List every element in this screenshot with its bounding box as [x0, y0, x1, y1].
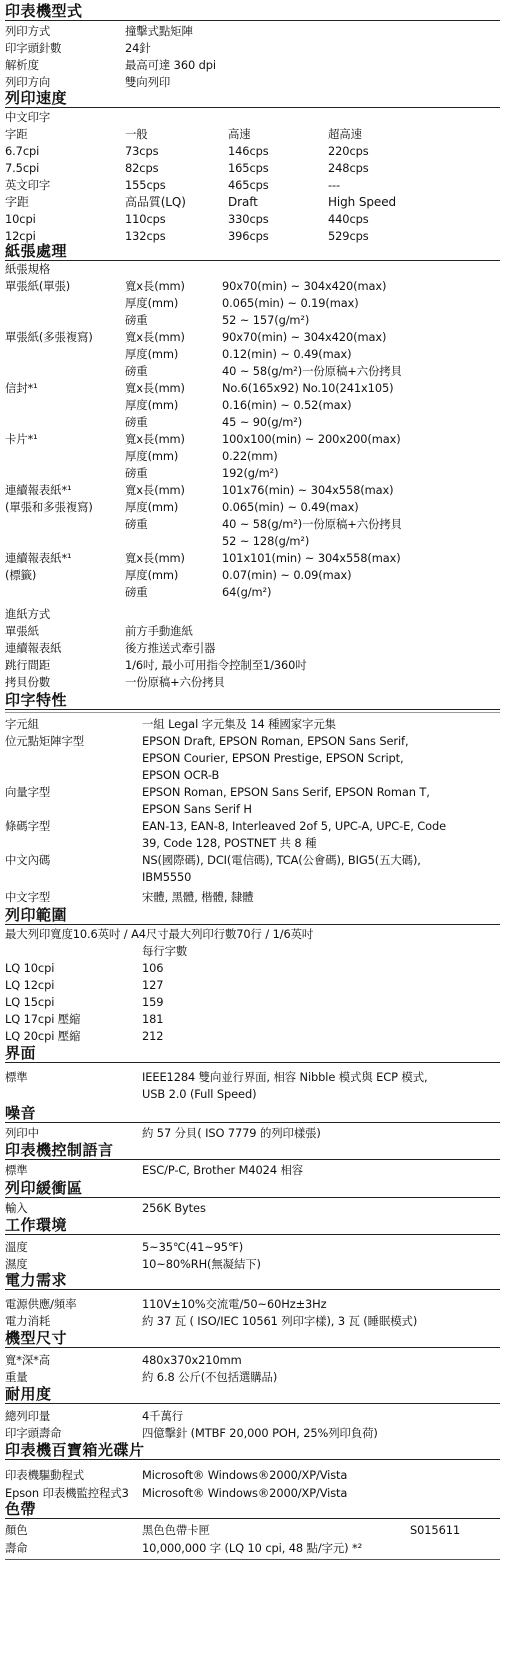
paper-attr-label: 寬x長(mm)	[125, 551, 185, 565]
feed-single-value: 前方手動進紙	[125, 624, 193, 638]
range-row-label: LQ 15cpi	[5, 995, 55, 1009]
paper-attr-label: 磅重	[125, 364, 148, 378]
control-label: 標準	[5, 1163, 28, 1177]
paper-attr-label: 厚度(mm)	[125, 449, 179, 463]
pins-value: 24針	[125, 41, 151, 55]
section-interface: 界面	[5, 1045, 500, 1063]
chinese-font-label: 中文字型	[5, 890, 51, 904]
buffer-value: 256K Bytes	[142, 1201, 206, 1215]
paper-type-sublabel: (單張和多張複寫)	[5, 500, 93, 514]
section-char-features: 印字特性	[5, 692, 500, 710]
chinese-code-value: IBM5550	[142, 870, 192, 884]
bitmap-font-value: EPSON OCR-B	[142, 768, 220, 782]
copies-label: 拷貝份數	[5, 675, 51, 689]
paper-attr-label: 磅重	[125, 466, 148, 480]
chinese-print-title: 中文印字	[5, 110, 51, 124]
paper-type-sublabel: (標籤)	[5, 568, 37, 582]
bitmap-font-value: EPSON Courier, EPSON Prestige, EPSON Script,	[142, 751, 404, 765]
power-supply-label: 電源供應/頻率	[5, 1297, 77, 1311]
noise-label: 列印中	[5, 1126, 39, 1140]
paper-attr-value: 52 ~ 128(g/m²)	[222, 534, 310, 548]
interface-value: IEEE1284 雙向並行界面, 相容 Nibble 模式與 ECP 模式,	[142, 1070, 428, 1084]
speed-cell: 110cps	[125, 212, 166, 226]
print-method-label: 列印方式	[5, 24, 51, 38]
range-row-label: LQ 17cpi 壓縮	[5, 1012, 81, 1026]
paper-attr-value: 40 ~ 58(g/m²)一份原稿+六份拷貝	[222, 517, 402, 531]
paper-type-label: 單張紙(多張複寫)	[5, 330, 93, 344]
speed-cell: 529cps	[328, 229, 369, 243]
range-row-value: 127	[142, 978, 164, 992]
speed-cell: Draft	[228, 195, 258, 209]
buffer-label: 輸入	[5, 1201, 28, 1215]
feed-title: 進紙方式	[5, 607, 51, 621]
speed-cell: 6.7cpi	[5, 144, 40, 158]
temperature-label: 溫度	[5, 1240, 28, 1254]
interface-label: 標準	[5, 1070, 28, 1084]
charset-label: 字元組	[5, 717, 39, 731]
pins-label: 印字頭針數	[5, 41, 62, 55]
barcode-value: 39, Code 128, POSTNET 共 8 種	[142, 836, 317, 850]
humidity-value: 10~80%RH(無凝結下)	[142, 1257, 261, 1271]
section-cd: 印表機百寶箱光碟片	[5, 1442, 500, 1460]
section-print-range: 列印範圍	[5, 907, 500, 925]
size-value: 480x370x210mm	[142, 1353, 242, 1367]
paper-attr-label: 寬x長(mm)	[125, 483, 185, 497]
range-row-label: LQ 12cpi	[5, 978, 55, 992]
paper-attr-label: 寬x長(mm)	[125, 432, 185, 446]
paper-attr-value: 45 ~ 90(g/m²)	[222, 415, 303, 429]
weight-value: 約 6.8 公斤(不包括選購品)	[142, 1370, 278, 1384]
ribbon-color-label: 顏色	[5, 1523, 28, 1537]
speed-cell: High Speed	[328, 195, 397, 209]
temperature-value: 5~35℃(41~95℉)	[142, 1240, 244, 1254]
paper-attr-label: 磅重	[125, 517, 148, 531]
print-method-value: 撞擊式點矩陣	[125, 24, 193, 38]
speed-cell: ---	[328, 178, 341, 192]
resolution-label: 解析度	[5, 58, 39, 72]
speed-cell: 字距	[5, 195, 29, 209]
paper-attr-value: No.6(165x92) No.10(241x105)	[222, 381, 394, 395]
chinese-code-value: NS(國際碼), DCI(電信碼), TCA(公會碼), BIG5(五大碼),	[142, 853, 421, 867]
paper-attr-value: 0.12(min) ~ 0.49(max)	[222, 347, 352, 361]
control-value: ESC/P-C, Brother M4024 相容	[142, 1163, 304, 1177]
range-row-label: LQ 10cpi	[5, 961, 55, 975]
vector-font-value: EPSON Roman, EPSON Sans Serif, EPSON Roman T,	[142, 785, 430, 799]
weight-label: 重量	[5, 1370, 28, 1384]
speed-cell: 12cpi	[5, 229, 36, 243]
paper-type-label: 單張紙(單張)	[5, 279, 71, 293]
feed-cont-label: 連續報表紙	[5, 641, 62, 655]
ribbon-life-value: 10,000,000 字 (LQ 10 cpi, 48 點/字元) *²	[142, 1541, 363, 1555]
speed-cell: 高品質(LQ)	[125, 195, 186, 209]
range-row-value: 212	[142, 1029, 164, 1043]
noise-value: 約 57 分貝( ISO 7779 的列印樣張)	[142, 1126, 321, 1140]
range-row-value: 181	[142, 1012, 164, 1026]
ribbon-color-value: 黑色色帶卡匣	[142, 1523, 210, 1537]
head-life-label: 印字頭壽命	[5, 1426, 62, 1440]
paper-attr-value: 0.065(min) ~ 0.19(max)	[222, 296, 359, 310]
bitmap-font-label: 位元點矩陣字型	[5, 734, 85, 748]
direction-value: 雙向列印	[125, 75, 171, 89]
bitmap-font-value: EPSON Draft, EPSON Roman, EPSON Sans Serif,	[142, 734, 409, 748]
section-paper-handling: 紙張處理	[5, 243, 500, 261]
speed-cell: 132cps	[125, 229, 166, 243]
speed-col-high: 高速	[228, 127, 251, 141]
paper-attr-value: 52 ~ 157(g/m²)	[222, 313, 310, 327]
barcode-value: EAN-13, EAN-8, Interleaved 2of 5, UPC-A, UPC-E, Code	[142, 819, 447, 833]
range-row-value: 159	[142, 995, 164, 1009]
speed-col-super: 超高速	[328, 127, 362, 141]
speed-cell: 155cps	[125, 178, 166, 192]
paper-attr-label: 磅重	[125, 585, 148, 599]
paper-type-label: 信封*¹	[5, 381, 38, 395]
vector-font-value: EPSON Sans Serif H	[142, 802, 252, 816]
paper-attr-value: 100x100(min) ~ 200x200(max)	[222, 432, 401, 446]
barcode-label: 條碼字型	[5, 819, 51, 833]
paper-attr-label: 寬x長(mm)	[125, 330, 185, 344]
head-life-value: 四億擊針 (MTBF 20,000 POH, 25%列印負荷)	[142, 1426, 378, 1440]
speed-cell: 10cpi	[5, 212, 36, 226]
paper-attr-label: 厚度(mm)	[125, 398, 179, 412]
speed-cell: 英文印字	[5, 178, 51, 192]
section-noise: 噪音	[5, 1105, 500, 1123]
chinese-font-value: 宋體, 黑體, 楷體, 隸體	[142, 890, 254, 904]
speed-cell: 146cps	[228, 144, 269, 158]
power-use-label: 電力消耗	[5, 1314, 51, 1328]
paper-attr-label: 厚度(mm)	[125, 500, 179, 514]
ribbon-part-code: S015611	[410, 1523, 461, 1537]
total-print-label: 總列印量	[5, 1409, 51, 1423]
paper-attr-label: 寬x長(mm)	[125, 381, 185, 395]
interface-value: USB 2.0 (Full Speed)	[142, 1087, 257, 1101]
copies-value: 一份原稿+六份拷貝	[125, 675, 225, 689]
speed-cell: 73cps	[125, 144, 159, 158]
section-control-language: 印表機控制語言	[5, 1142, 500, 1160]
paper-attr-label: 寬x長(mm)	[125, 279, 185, 293]
driver-value: Microsoft® Windows®2000/XP/Vista	[142, 1468, 348, 1482]
speed-col-normal: 一般	[125, 127, 148, 141]
paper-attr-label: 厚度(mm)	[125, 296, 179, 310]
range-row-label: LQ 20cpi 壓縮	[5, 1029, 81, 1043]
power-supply-value: 110V±10%交流電/50~60Hz±3Hz	[142, 1297, 327, 1311]
line-spacing-label: 跳行間距	[5, 658, 51, 672]
line-spacing-value: 1/6吋, 最小可用指令控制至1/360吋	[125, 658, 307, 672]
paper-attr-value: 101x76(min) ~ 304x558(max)	[222, 483, 394, 497]
paper-attr-value: 64(g/m²)	[222, 585, 272, 599]
max-width-text: 最大列印寬度10.6英吋 / A4尺寸最大列印行數70行 / 1/6英吋	[5, 927, 314, 941]
feed-single-label: 單張紙	[5, 624, 39, 638]
vector-font-label: 向量字型	[5, 785, 51, 799]
resolution-value: 最高可達 360 dpi	[125, 58, 216, 72]
section-power: 電力需求	[5, 1272, 500, 1290]
speed-cell: 248cps	[328, 161, 369, 175]
paper-attr-label: 厚度(mm)	[125, 347, 179, 361]
size-label: 寬*深*高	[5, 1353, 51, 1367]
paper-attr-value: 0.065(min) ~ 0.49(max)	[222, 500, 359, 514]
power-use-value: 約 37 瓦 ( ISO/IEC 10561 列印字樣), 3 瓦 (睡眠模式)	[142, 1314, 418, 1328]
paper-attr-value: 0.22(mm)	[222, 449, 278, 463]
paper-attr-value: 192(g/m²)	[222, 466, 279, 480]
divider	[5, 712, 500, 713]
section-environment: 工作環境	[5, 1217, 500, 1235]
section-dimensions: 機型尺寸	[5, 1330, 500, 1348]
total-print-value: 4千萬行	[142, 1409, 184, 1423]
section-buffer: 列印緩衝區	[5, 1180, 500, 1198]
section-printer-type: 印表機型式	[5, 3, 500, 21]
bottom-divider	[5, 1559, 500, 1560]
paper-attr-label: 磅重	[125, 313, 148, 327]
section-print-speed: 列印速度	[5, 90, 500, 108]
charset-value: 一組 Legal 字元集及 14 種國家字元集	[142, 717, 336, 731]
monitor-value: Microsoft® Windows®2000/XP/Vista	[142, 1486, 348, 1500]
paper-type-label: 卡片*¹	[5, 432, 38, 446]
paper-attr-label: 厚度(mm)	[125, 568, 179, 582]
speed-cell: 465cps	[228, 178, 269, 192]
range-row-value: 106	[142, 961, 164, 975]
paper-spec-title: 紙張規格	[5, 262, 51, 276]
speed-cell: 7.5cpi	[5, 161, 40, 175]
paper-attr-label: 磅重	[125, 415, 148, 429]
paper-type-label: 連續報表紙*¹	[5, 483, 72, 497]
paper-attr-value: 101x101(min) ~ 304x558(max)	[222, 551, 401, 565]
paper-attr-value: 0.16(min) ~ 0.52(max)	[222, 398, 352, 412]
speed-cell: 82cps	[125, 161, 159, 175]
paper-attr-value: 90x70(min) ~ 304x420(max)	[222, 279, 387, 293]
speed-cell: 330cps	[228, 212, 269, 226]
speed-cell: 440cps	[328, 212, 369, 226]
humidity-label: 濕度	[5, 1257, 28, 1271]
driver-label: 印表機驅動程式	[5, 1468, 85, 1482]
speed-cell: 396cps	[228, 229, 269, 243]
paper-attr-value: 40 ~ 58(g/m²)一份原稿+六份拷貝	[222, 364, 402, 378]
section-durability: 耐用度	[5, 1386, 500, 1404]
paper-type-label: 連續報表紙*¹	[5, 551, 72, 565]
chinese-code-label: 中文內碼	[5, 853, 51, 867]
speed-col-pitch: 字距	[5, 127, 28, 141]
paper-attr-value: 90x70(min) ~ 304x420(max)	[222, 330, 387, 344]
monitor-label: Epson 印表機監控程式3	[5, 1486, 129, 1500]
paper-attr-value: 0.07(min) ~ 0.09(max)	[222, 568, 352, 582]
speed-cell: 165cps	[228, 161, 269, 175]
speed-cell: 220cps	[328, 144, 369, 158]
section-ribbon: 色帶	[5, 1501, 500, 1519]
feed-cont-value: 後方推送式牽引器	[125, 641, 216, 655]
direction-label: 列印方向	[5, 75, 51, 89]
ribbon-life-label: 壽命	[5, 1541, 28, 1555]
chars-per-line-title: 每行字數	[142, 944, 188, 958]
